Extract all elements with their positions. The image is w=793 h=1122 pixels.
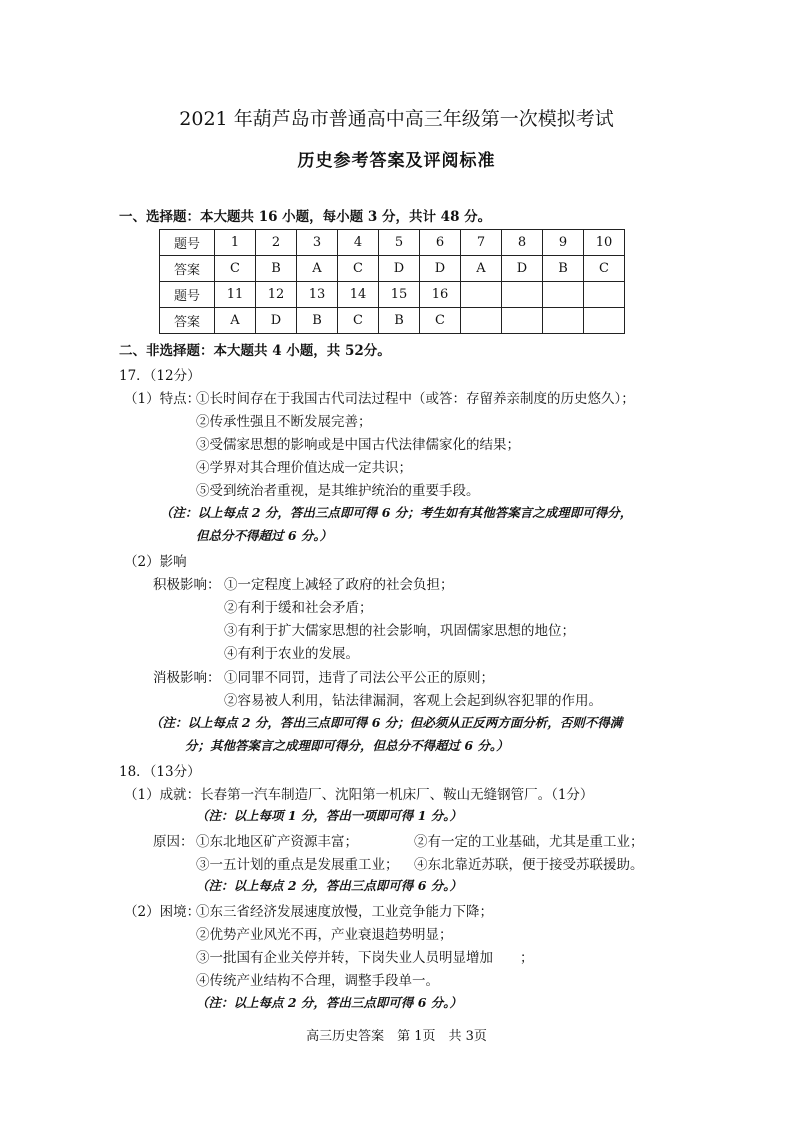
table-cell: 6 xyxy=(420,230,461,256)
scoring-note: （注：以上每点 2 分，答出三点即可得 6 分；但必须从正反两方面分析，否则不得满 xyxy=(150,715,623,730)
list-item: ③受儒家思想的影响或是中国古代法律儒家化的结果； xyxy=(196,437,520,453)
table-cell: 3 xyxy=(297,230,338,256)
table-cell: A xyxy=(215,308,256,334)
table-cell: 2 xyxy=(256,230,297,256)
list-item: ②有一定的工业基础，尤其是重工业； xyxy=(414,834,644,850)
table-cell: D xyxy=(379,256,420,282)
scoring-note: 但总分不得超过 6 分。） xyxy=(196,528,333,543)
list-item: ①长时间存在于我国古代司法过程中（或答：存留养亲制度的历史悠久）； xyxy=(196,391,635,407)
q18-part2-label: （2）困境： xyxy=(124,904,201,920)
table-cell: C xyxy=(215,256,256,282)
table-cell: 7 xyxy=(461,230,502,256)
page-subtitle: 历史参考答案及评阅标准 xyxy=(297,151,496,171)
table-cell xyxy=(461,282,502,308)
table-cell: A xyxy=(461,256,502,282)
scoring-note: 分；其他答案言之成理即可得分，但总分不得超过 6 分。） xyxy=(185,738,509,753)
table-cell: B xyxy=(379,308,420,334)
table-cell: 12 xyxy=(256,282,297,308)
list-item: ①一定程度上减轻了政府的社会负担； xyxy=(224,577,454,593)
scoring-note: （注：以上每点 2 分，答出三点即可得 6 分；考生如有其他答案言之成理即可得分， xyxy=(160,505,633,520)
table-cell: 4 xyxy=(338,230,379,256)
list-item: ⑤受到统治者重视，是其维护统治的重要手段。 xyxy=(196,483,480,499)
scoring-note: （注：以上每项 1 分，答出一项即可得 1 分。） xyxy=(196,808,463,823)
list-item: ②容易被人利用，钻法律漏洞，客观上会起到纵容犯罪的作用。 xyxy=(224,693,602,709)
table-cell: D xyxy=(502,256,543,282)
row-label: 答案 xyxy=(160,308,215,334)
list-item: ④东北靠近苏联，便于接受苏联援助。 xyxy=(414,857,644,873)
list-item: ②有利于缓和社会矛盾； xyxy=(224,600,373,616)
page-footer: 高三历史答案 第 1页 共 3页 xyxy=(306,1029,487,1044)
row-label: 题号 xyxy=(160,282,215,308)
table-cell: 16 xyxy=(420,282,461,308)
answer-table xyxy=(159,229,625,334)
table-cell: D xyxy=(420,256,461,282)
list-item: ①同罪不同罚，违背了司法公平公正的原则； xyxy=(224,670,494,686)
list-item: ④学界对其合理价值达成一定共识； xyxy=(196,460,412,476)
table-cell: 14 xyxy=(338,282,379,308)
table-cell xyxy=(584,308,625,334)
list-item: ①东北地区矿产资源丰富； xyxy=(196,834,358,850)
positive-impact-label: 积极影响： xyxy=(153,577,221,593)
table-cell xyxy=(584,282,625,308)
row-label: 题号 xyxy=(160,230,215,256)
table-cell: 11 xyxy=(215,282,256,308)
section-1-heading: 一、选择题：本大题共 16 小题，每小题 3 分，共计 48 分。 xyxy=(119,209,492,225)
reason-label: 原因： xyxy=(153,834,194,850)
row-label: 答案 xyxy=(160,256,215,282)
table-cell: 1 xyxy=(215,230,256,256)
list-item: ③有利于扩大儒家思想的社会影响，巩固儒家思想的地位； xyxy=(224,623,575,639)
table-cell: 13 xyxy=(297,282,338,308)
scoring-note: （注：以上每点 2 分，答出三点即可得 6 分。） xyxy=(196,878,463,893)
table-cell xyxy=(543,282,584,308)
table-cell: C xyxy=(338,256,379,282)
table-cell: A xyxy=(297,256,338,282)
table-cell: 8 xyxy=(502,230,543,256)
q17-part2-label: （2）影响 xyxy=(124,554,187,570)
table-cell: B xyxy=(256,256,297,282)
q17-part1-label: （1）特点： xyxy=(124,391,201,407)
q17-heading: 17．（12分） xyxy=(119,368,201,384)
table-cell: B xyxy=(543,256,584,282)
scoring-note: （注：以上每点 2 分，答出三点即可得 6 分。） xyxy=(196,995,463,1010)
table-cell xyxy=(502,308,543,334)
table-cell: C xyxy=(420,308,461,334)
table-row xyxy=(160,230,625,256)
table-cell: C xyxy=(584,256,625,282)
table-cell: 15 xyxy=(379,282,420,308)
list-item: ④传统产业结构不合理，调整手段单一。 xyxy=(196,973,439,989)
negative-impact-label: 消极影响： xyxy=(153,670,221,686)
list-item: ②优势产业风光不再，产业衰退趋势明显； xyxy=(196,927,453,943)
list-item: ①东三省经济发展速度放慢，工业竞争能力下降； xyxy=(196,904,493,920)
table-row xyxy=(160,308,625,334)
table-cell: 10 xyxy=(584,230,625,256)
table-cell: 5 xyxy=(379,230,420,256)
table-row xyxy=(160,282,625,308)
table-row xyxy=(160,256,625,282)
table-cell: B xyxy=(297,308,338,334)
q18-part1-line: （1）成就：长春第一汽车制造厂、沈阳第一机床厂、鞍山无缝钢管厂。（1分） xyxy=(124,787,594,803)
table-cell xyxy=(502,282,543,308)
list-item: ④有利于农业的发展。 xyxy=(224,646,359,662)
q18-heading: 18．（13分） xyxy=(119,764,201,780)
list-item: ③一五计划的重点是发展重工业； xyxy=(196,857,399,873)
section-2-heading: 二、非选择题：本大题共 4 小题，共 52分。 xyxy=(119,343,391,359)
table-cell: C xyxy=(338,308,379,334)
list-item: ③一批国有企业关停并转，下岗失业人员明显增加 ； xyxy=(196,950,534,966)
table-cell xyxy=(461,308,502,334)
list-item: ②传承性强且不断发展完善； xyxy=(196,414,372,430)
table-cell: D xyxy=(256,308,297,334)
table-cell xyxy=(543,308,584,334)
page-title: 2021 年葫芦岛市普通高中高三年级第一次模拟考试 xyxy=(179,108,614,130)
table-cell: 9 xyxy=(543,230,584,256)
